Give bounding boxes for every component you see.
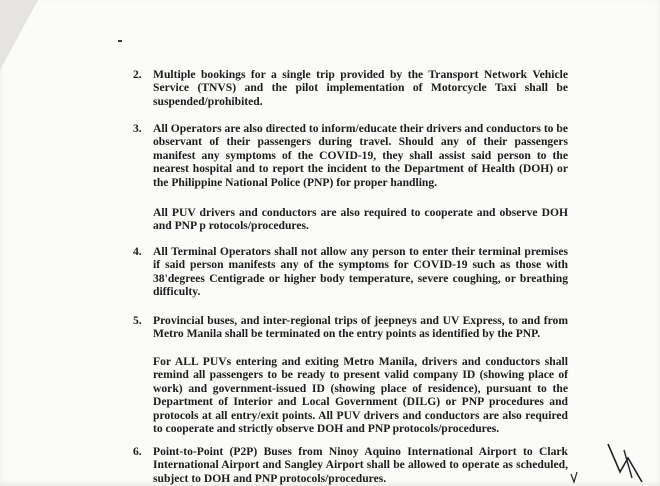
item-number-3: 3. [133,122,142,135]
item-3-followup-paragraph: All PUV drivers and conductors are also required to cooperate and observe DOH and PNP p rotocols/procedures. [153,206,568,233]
item-4-text: All Terminal Operators shall not allow any person to enter their terminal premises if said person manifests any of the symptoms for COVID-19 such as those with 38'degrees Centigrade or higher body temperature, severe coughing, or breathing difficulty. [153,245,568,299]
item-5-followup-paragraph: For ALL PUVs entering and exiting Metro Manila, drivers and conductors shall remind all passengers to be ready to present valid company ID (showing place of work) and government-issued ID (showing place of residence), pursuant to the Department of Interior and Local Government (DILG) or PNP procedures and protocols at all entry/exit points. All PUV drivers and conductors are also required to cooperate and strictly observe DOH and PNP protocols/procedures. [153,355,568,436]
item-number-5: 5. [133,314,142,327]
item-3-text: All Operators are also directed to inform/educate their drivers and conductors to be observant of their passengers during travel. Should any of their passengers manifest any symptoms of the COVID-19, they shall assist said person to the nearest hospital and to report the incident to the Department of Health (DOH) or the Philippine National Police (PNP) for proper handling. [153,122,568,189]
item-number-4: 4. [133,245,142,258]
item-number-2: 2. [133,68,142,81]
handwritten-signature [598,438,658,486]
item-6-text: Point-to-Point (P2P) Buses from Ninoy Aquino International Airport to Clark International Airport and Sangley Airport shall be allowed to operate as scheduled, subject to DOH and PNP protocols/procedures. [153,445,568,485]
item-2-text: Multiple bookings for a single trip provided by the Transport Network Vehicle Service (TNVS) and the pilot implementation of Motorcycle Taxi shall be suspended/prohibited. [153,68,568,108]
item-number-6: 6. [133,445,142,458]
handwritten-tick-mark [570,470,578,486]
item-5-text: Provincial buses, and inter-regional trips of jeepneys and UV Express, to and from Metro Manila shall be terminated on the entry points as identified by the PNP. [153,314,568,341]
